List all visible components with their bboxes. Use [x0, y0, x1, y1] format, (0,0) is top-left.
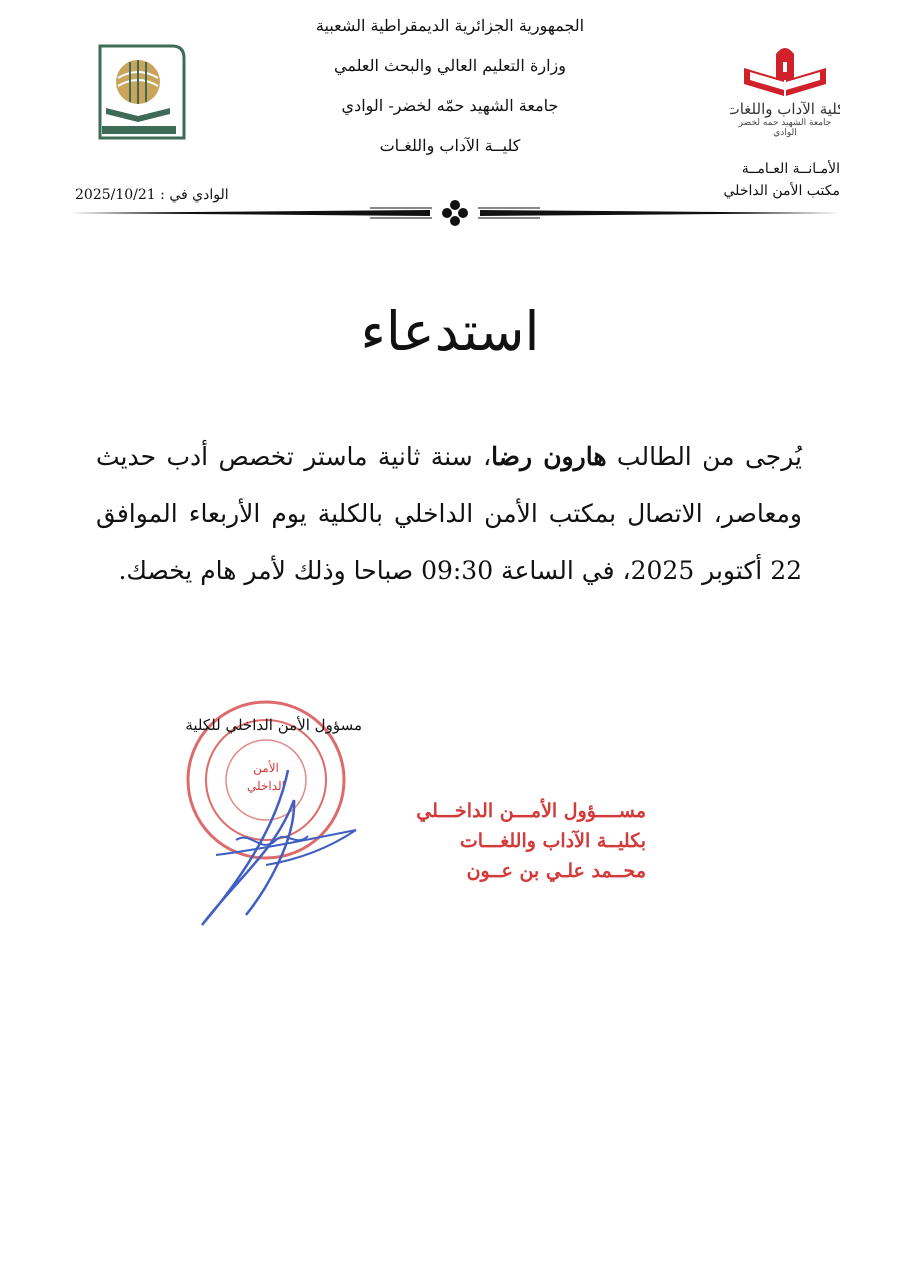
- student-name: هارون رضا: [491, 442, 607, 471]
- svg-text:الداخلي: الداخلي: [246, 779, 286, 793]
- secretariat-block: [700, 158, 840, 202]
- document-title: استدعاء: [360, 300, 540, 363]
- fleuron-icon: [442, 200, 468, 226]
- issue-date: الوادي في : 2025/10/21: [75, 187, 229, 203]
- university-emblem-icon: [92, 42, 187, 142]
- institution-header: [250, 10, 650, 160]
- country-name: الجمهورية الجزائرية الديمقراطية الشعبية: [315, 16, 585, 35]
- office-label: مكتب الأمن الداخلي: [723, 183, 840, 199]
- university-name: جامعة الشهيد حمّه لخضر- الوادي: [341, 96, 559, 115]
- faculty-book-mosque-icon: [730, 40, 840, 120]
- faculty-logo: [730, 40, 840, 150]
- signatory-title: مسؤول الأمن الداخلي للكلية: [185, 716, 362, 734]
- ornamental-divider: [70, 198, 840, 228]
- stamp-text-line: بكليــة الآداب واللغـــات: [459, 830, 646, 852]
- summons-paragraph: [96, 428, 802, 599]
- paragraph-details: ، سنة ثانية ماستر تخصص أدب حديث ومعاصر، الاتصال بمكتب الأمن الداخلي بالكلية يوم الأربعاء الموافق 22 أكتوبر 2025، في الساعة 09:30 صباحا وذلك لأمر هام يخصك.: [96, 442, 802, 585]
- svg-text:الأمن: الأمن: [253, 761, 279, 775]
- faculty-name: كليــة الآداب واللغـات: [379, 136, 521, 155]
- secretariat-label: الأمـانــة العـامــة: [741, 161, 840, 177]
- faculty-logo-caption: جامعة الشهيد حمه لخضر الوادي: [738, 118, 832, 138]
- ministry-name: وزارة التعليم العالي والبحث العلمي: [334, 56, 566, 75]
- stamp-signatory-name: محــمد علـي بن عــون: [466, 860, 646, 882]
- university-logo: [92, 42, 187, 142]
- paragraph-intro: يُرجى من الطالب: [606, 442, 802, 471]
- svg-text:كلية الآداب واللغات: كلية الآداب واللغات: [730, 100, 840, 118]
- stamp-text-line: مســــؤول الأمـــن الداخـــلي: [416, 800, 646, 822]
